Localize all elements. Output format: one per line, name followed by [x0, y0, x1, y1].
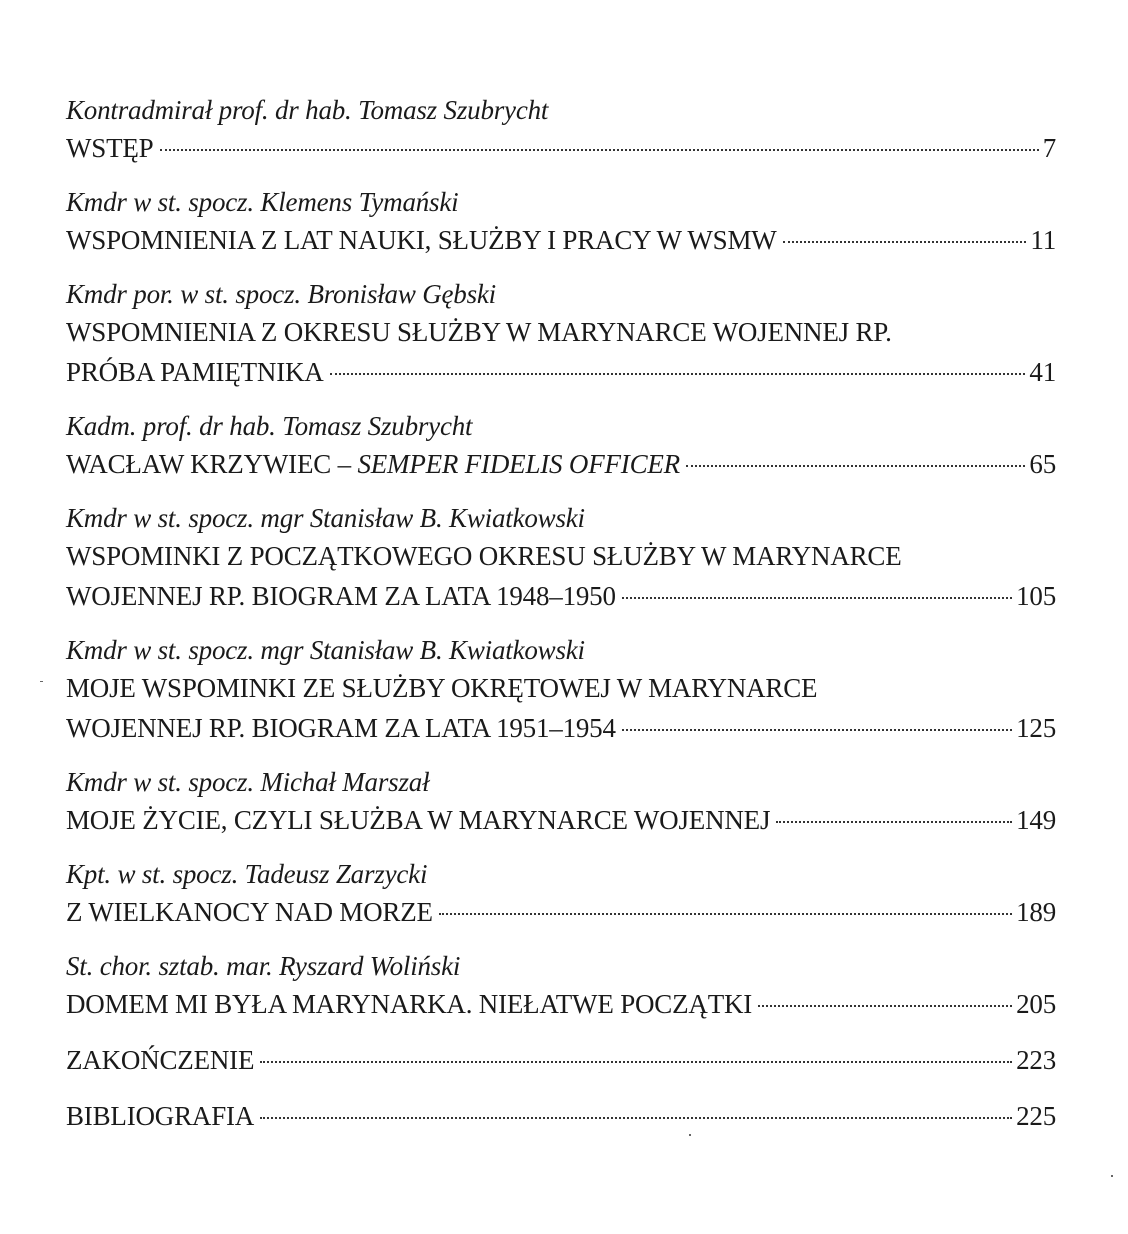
toc-page-number: 205	[1016, 989, 1056, 1019]
toc-page-number: 11	[1030, 225, 1056, 255]
toc-page-number: 149	[1016, 805, 1056, 835]
toc-author: Kontradmirał prof. dr hab. Tomasz Szubrycht	[66, 95, 549, 125]
dot-leader	[783, 241, 1027, 243]
toc-title-line	[66, 1096, 1056, 1136]
toc-entry	[66, 856, 1056, 932]
table-of-contents	[66, 92, 1056, 1152]
dot-leader	[622, 597, 1012, 599]
toc-title: WOJENNEJ RP. BIOGRAM ZA LATA 1951–1954	[66, 713, 616, 743]
toc-page-number: 105	[1016, 581, 1056, 611]
scan-speck	[40, 681, 43, 682]
toc-title: PRÓBA PAMIĘTNIKA	[66, 357, 324, 387]
toc-author: Kadm. prof. dr hab. Tomasz Szubrycht	[66, 411, 473, 441]
toc-author: Kmdr w st. spocz. mgr Stanisław B. Kwiatkowski	[66, 503, 585, 533]
toc-title-line	[66, 800, 1056, 840]
toc-page-number: 7	[1042, 133, 1056, 163]
toc-author: St. chor. sztab. mar. Ryszard Woliński	[66, 951, 461, 981]
toc-page-number: 65	[1029, 449, 1056, 479]
dot-leader	[260, 1117, 1012, 1119]
toc-title-continued: WSPOMINKI Z POCZĄTKOWEGO OKRESU SŁUŻBY W MARYNARCE	[66, 541, 902, 571]
dot-leader	[439, 913, 1012, 915]
toc-title: WOJENNEJ RP. BIOGRAM ZA LATA 1948–1950	[66, 581, 616, 611]
toc-entry	[66, 632, 1056, 748]
toc-title-line	[66, 708, 1056, 748]
toc-author: Kpt. w st. spocz. Tadeusz Zarzycki	[66, 859, 428, 889]
toc-entry	[66, 1040, 1056, 1080]
dot-leader	[160, 149, 1039, 151]
toc-title-line	[66, 984, 1056, 1024]
toc-title-line	[66, 892, 1056, 932]
toc-title-continued: WSPOMNIENIA Z OKRESU SŁUŻBY W MARYNARCE WOJENNEJ RP.	[66, 317, 892, 347]
dot-leader	[330, 373, 1026, 375]
toc-author: Kmdr w st. spocz. mgr Stanisław B. Kwiatkowski	[66, 635, 585, 665]
toc-title: BIBLIOGRAFIA	[66, 1101, 255, 1131]
toc-title: Z WIELKANOCY NAD MORZE	[66, 897, 433, 927]
toc-entry	[66, 764, 1056, 840]
toc-title-line	[66, 1040, 1056, 1080]
toc-entry	[66, 276, 1056, 392]
toc-title: WACŁAW KRZYWIEC – SEMPER FIDELIS OFFICER	[66, 449, 680, 479]
toc-entry	[66, 500, 1056, 616]
toc-title-line	[66, 444, 1056, 484]
toc-title: WSPOMNIENIA Z LAT NAUKI, SŁUŻBY I PRACY W WSMW	[66, 225, 777, 255]
dot-leader	[758, 1005, 1012, 1007]
toc-title-line	[66, 220, 1056, 260]
toc-page-number: 225	[1016, 1101, 1056, 1131]
scan-speck	[1111, 1175, 1113, 1177]
toc-page-number: 189	[1016, 897, 1056, 927]
toc-title: WSTĘP	[66, 133, 154, 163]
dot-leader	[686, 465, 1025, 467]
toc-title-line	[66, 128, 1056, 168]
toc-entry	[66, 92, 1056, 168]
toc-page-number: 41	[1029, 357, 1056, 387]
toc-title-line	[66, 576, 1056, 616]
toc-title: ZAKOŃCZENIE	[66, 1045, 255, 1075]
toc-title: MOJE ŻYCIE, CZYLI SŁUŻBA W MARYNARCE WOJENNEJ	[66, 805, 771, 835]
toc-author: Kmdr w st. spocz. Michał Marszał	[66, 767, 430, 797]
dot-leader	[260, 1061, 1012, 1063]
scan-speck	[689, 1134, 691, 1136]
toc-title-line	[66, 352, 1056, 392]
toc-entry	[66, 408, 1056, 484]
toc-entry	[66, 948, 1056, 1024]
dot-leader	[622, 729, 1012, 731]
dot-leader	[776, 821, 1012, 823]
toc-title-italic: SEMPER FIDELIS OFFICER	[357, 449, 680, 479]
toc-title: DOMEM MI BYŁA MARYNARKA. NIEŁATWE POCZĄTKI	[66, 989, 753, 1019]
toc-page-number: 125	[1016, 713, 1056, 743]
toc-page-number: 223	[1016, 1045, 1056, 1075]
toc-title-continued: MOJE WSPOMINKI ZE SŁUŻBY OKRĘTOWEJ W MARYNARCE	[66, 673, 818, 703]
toc-author: Kmdr w st. spocz. Klemens Tymański	[66, 187, 459, 217]
toc-author: Kmdr por. w st. spocz. Bronisław Gębski	[66, 279, 496, 309]
toc-entry	[66, 1096, 1056, 1136]
toc-entry	[66, 184, 1056, 260]
